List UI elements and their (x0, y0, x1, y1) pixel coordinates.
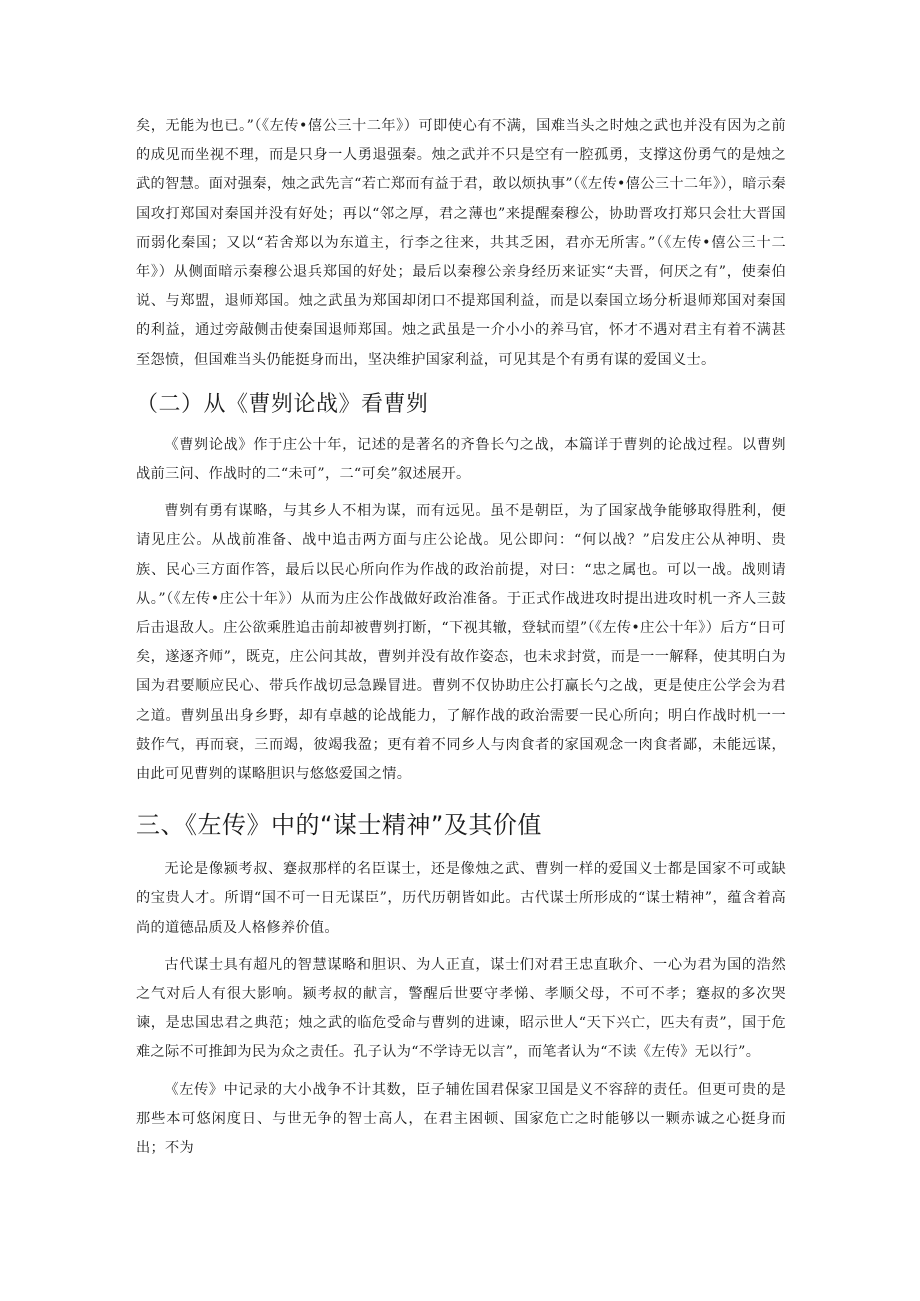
paragraph-cao-gui-analysis: 曹刿有勇有谋略，与其乡人不相为谋，而有远见。虽不是朝臣，为了国家战争能够取得胜利，便请见庄公。从战前准备、战中追击两方面与庄公论战。见公即问：“何以战？”启发庄公从神明、贵族、民心三方面作答，最后以民心所向作为作战的政治前提，对曰：“忠之属也。可以一战。战则请从。”（《左传•庄公十年》）从而为庄公作战做好政治准备。于正式作战进攻时提出进攻时机一齐人三鼓后击退敌人。庄公欲乘胜追击前却被曹刿打断，“下视其辙，登轼而望”（《左传•庄公十年》）后方“日可矣，遂逐齐师”，既克，庄公问其故，曹刿并没有故作姿态，也未求封赏，而是一一解释，使其明白为国为君要顺应民心、带兵作战切忌急躁冒进。曹刿不仅协助庄公打赢长勺之战，更是使庄公学会为君之道。曹刿虽出身乡野，却有卓越的论战能力，了解作战的政治需要一民心所向；明白作战时机一一鼓作气，再而衰，三而竭，彼竭我盈；更有着不同乡人与肉食者的家国观念一肉食者鄙，未能远谋，由此可见曹刿的谋略胆识与悠悠爱国之情。 (136, 503, 786, 783)
paragraph-strategists-value: 无论是像颍考叔、蹇叔那样的名臣谋士，还是像烛之武、曹刿一样的爱国义士都是国家不可或缺的宝贵人才。所谓“国不可一日无谋臣”，历代历朝皆如此。古代谋士所形成的“谋士精神”，蕴含着高尚的道德品质及人格修养价值。 (136, 861, 786, 936)
paragraph-zuozhuan-wars: 《左传》中记录的大小战争不计其数，臣子辅佐国君保家卫国是义不容辞的责任。但更可贵的是那些本可悠闲度日、与世无争的智士高人，在君主困顿、国家危亡之时能够以一颗赤诚之心挺身而出；不为 (136, 1081, 786, 1157)
document-page (136, 112, 786, 1163)
paragraph-strategists-influence: 古代谋士具有超凡的智慧谋略和胆识、为人正直，谋士们对君王忠直耿介、一心为君为国的浩然之气对后人有很大影响。颍考叔的献言，警醒后世要守孝悌、孝顺父母，不可不孝；蹇叔的多次哭谏，是忠国忠君之典范；烛之武的临危受命与曹刿的进谏，昭示世人“天下兴亡，匹夫有责”，国于危难之际不可推卸为民为众之责任。孔子认为“不学诗无以言”，而笔者认为“不读《左传》无以行”。 (136, 956, 786, 1061)
chapter-heading-strategist-spirit: 三、《左传》中的“谋士精神”及其价值 (136, 811, 542, 840)
section-heading-cao-gui: （二）从《曹刿论战》看曹刿 (136, 391, 429, 417)
paragraph-zhuzhiwu-conclusion: 矣，无能为也已。”（《左传•僖公三十二年》）可即使心有不满，国难当头之时烛之武也并没有因为之前的成见而坐视不理，而是只身一人勇退强秦。烛之武并不只是空有一腔孤勇，支撑这份勇气的是烛之武的智慧。面对强秦，烛之武先言“若亡郑而有益于君，敢以烦执事”（《左传•僖公三十二年》），暗示秦国攻打郑国对秦国并没有好处；再以“邻之厚，君之薄也”来提醒秦穆公，协助晋攻打郑只会壮大晋国而弱化秦国；又以“若舍郑以为东道主，行李之往来，共其乏困，君亦无所害。”（《左传•僖公三十二年》）从侧面暗示秦穆公退兵郑国的好处；最后以秦穆公亲身经历来证实“夫晋，何厌之有”，使秦伯说、与郑盟，退师郑国。烛之武虽为郑国却闭口不提郑国利益，而是以秦国立场分析退师郑国对秦国的利益，通过旁敲侧击使秦国退师郑国。烛之武虽是一介小小的养马官，怀才不遇对君主有着不满甚至怨愤，但国难当头仍能挺身而出，坚决维护国家利益，可见其是个有勇有谋的爱国义士。 (136, 118, 786, 368)
paragraph-cao-gui-intro: 《曹刿论战》作于庄公十年，记述的是著名的齐鲁长勺之战，本篇详于曹刿的论战过程。以曹刿战前三问、作战时的二“未可”，二“可矣”叙述展开。 (136, 436, 786, 483)
